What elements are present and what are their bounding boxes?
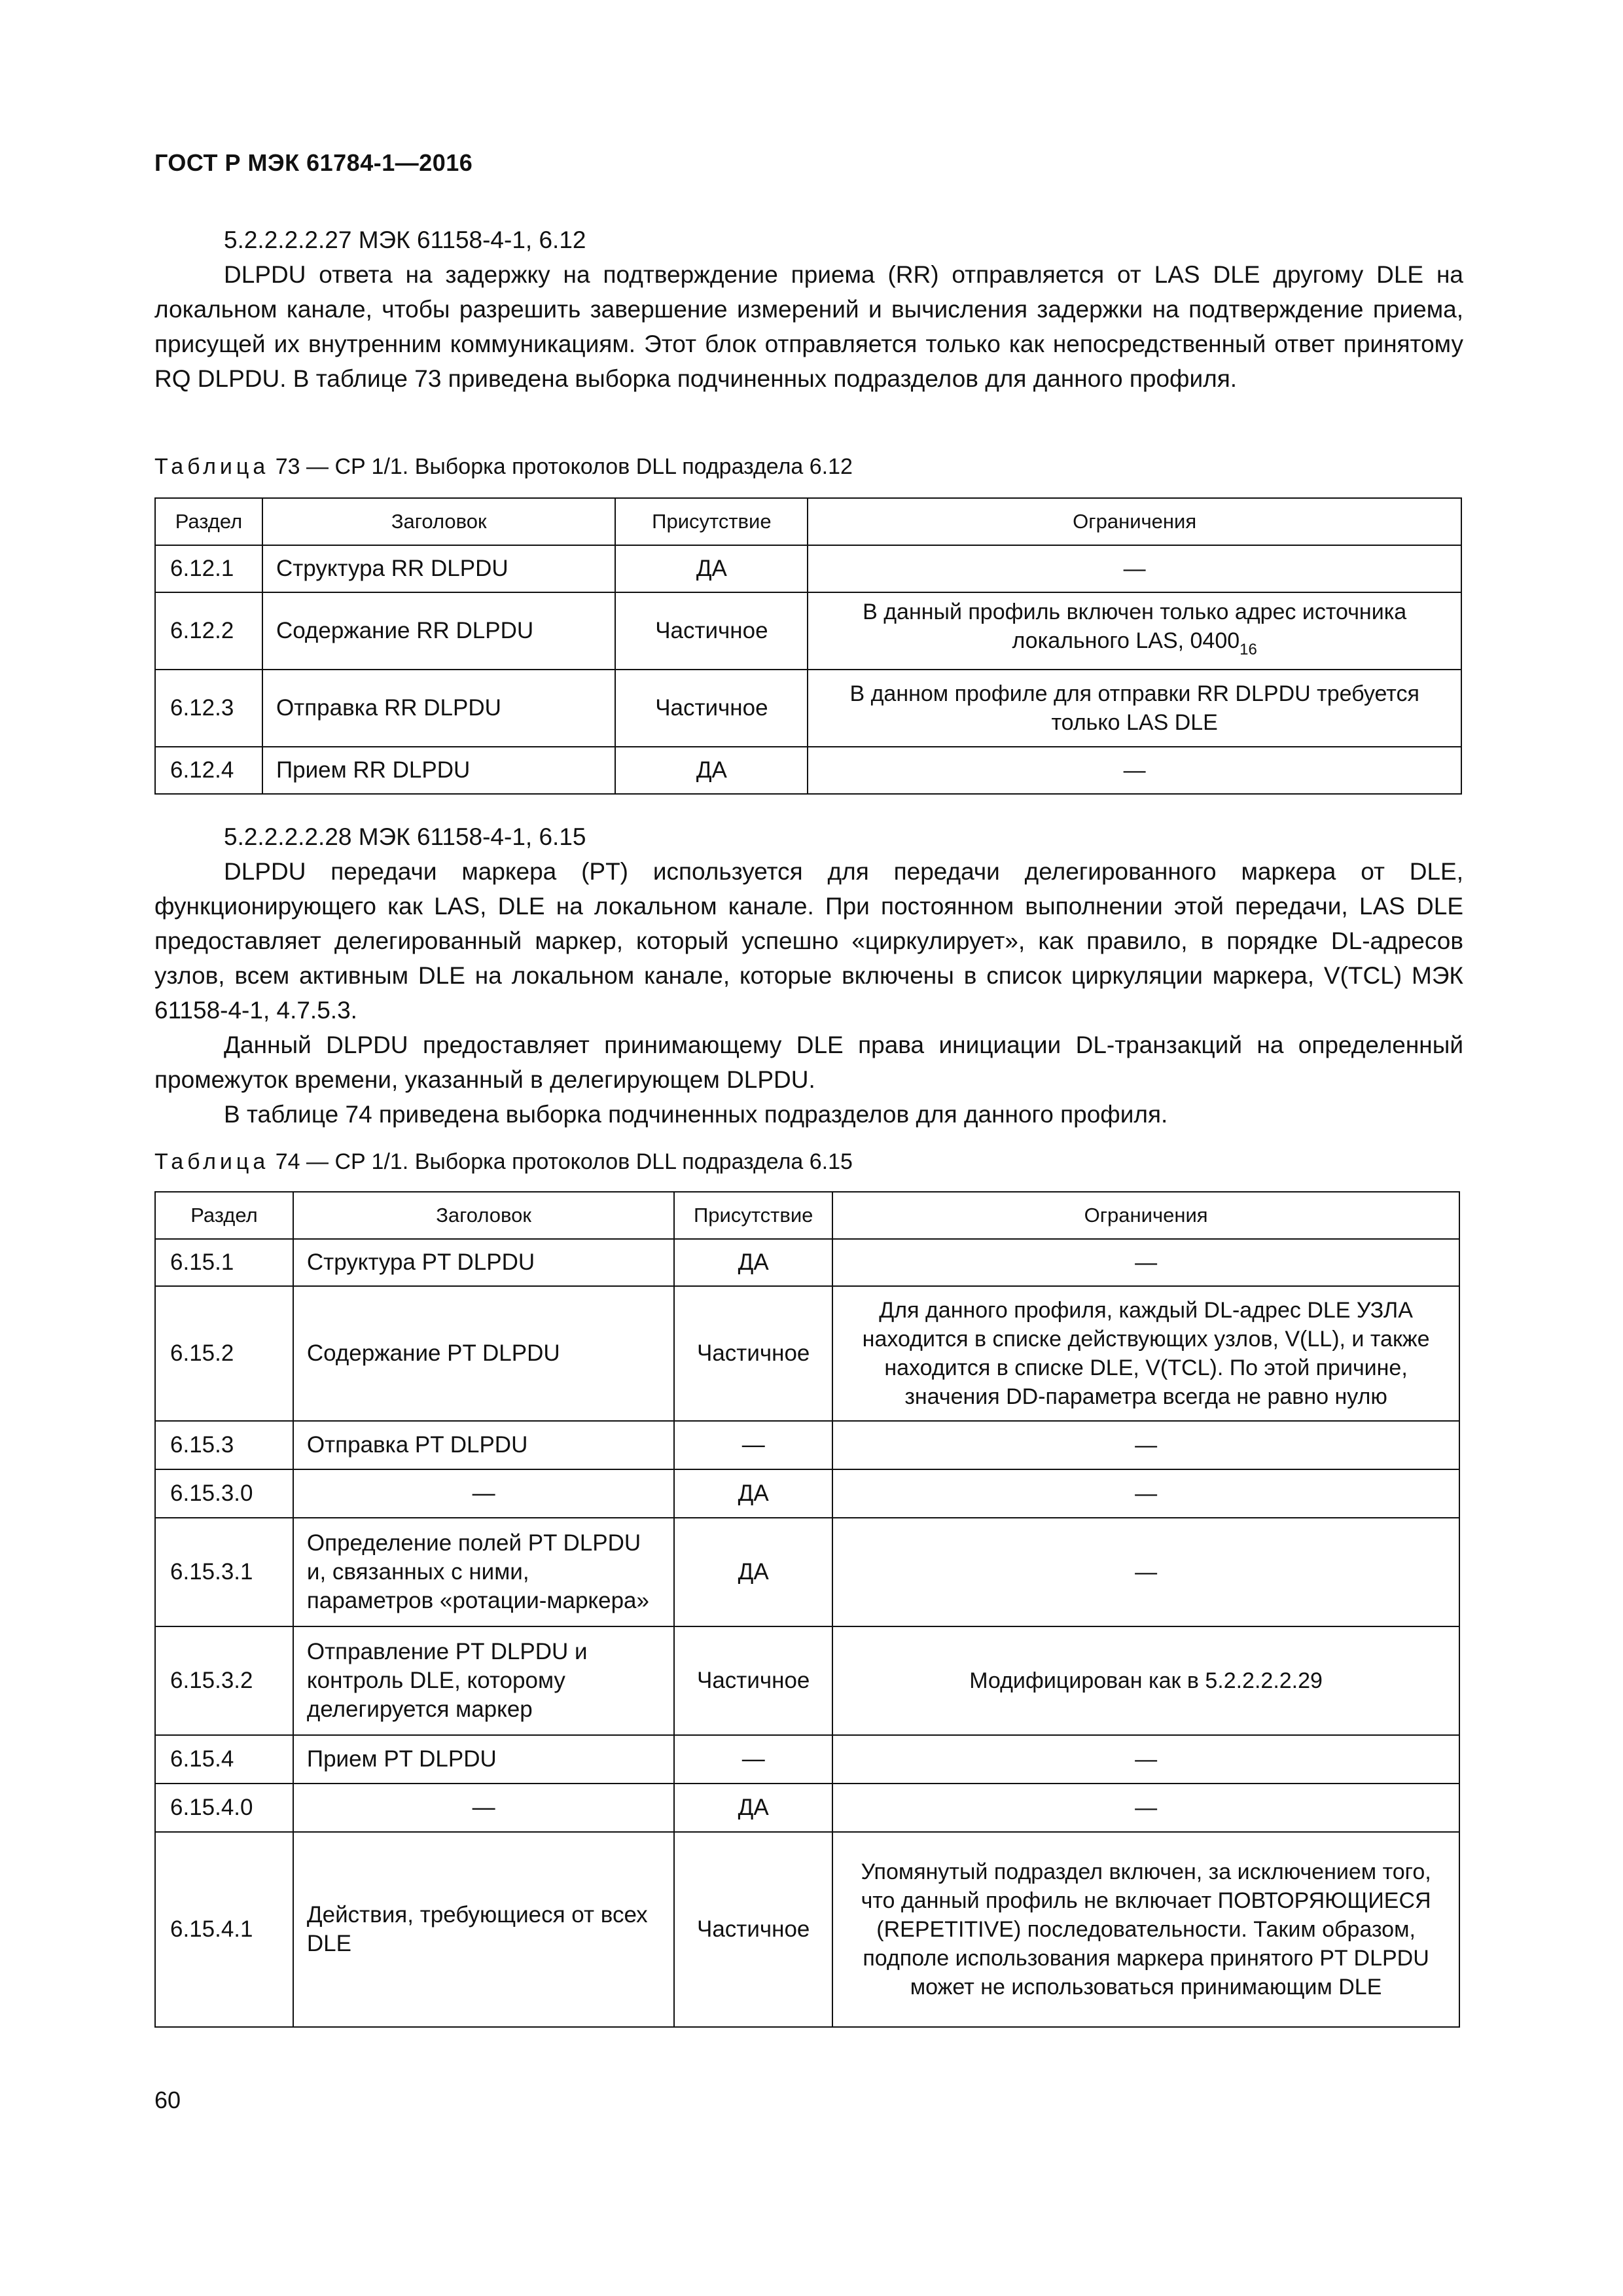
cell-section: 6.15.3.2: [155, 1626, 293, 1735]
caption-word: Таблица: [154, 454, 270, 479]
cell-title: Отправление PT DLPDU и контроль DLE, которому делегируется маркер: [293, 1626, 674, 1735]
cell-section: 6.15.1: [155, 1239, 293, 1286]
cell-limits: —: [832, 1518, 1459, 1626]
cell-presence: Частичное: [615, 670, 808, 747]
cell-section: 6.12.1: [155, 545, 262, 592]
cell-section: 6.15.3.1: [155, 1518, 293, 1626]
cell-limits: —: [832, 1735, 1459, 1784]
cell-section: 6.15.4.1: [155, 1832, 293, 2027]
cell-title: Прием PT DLPDU: [293, 1735, 674, 1784]
column-header: Заголовок: [293, 1192, 674, 1239]
table74-caption: [154, 1149, 853, 1175]
page-number: 60: [154, 2087, 181, 2113]
table-row: [155, 1518, 1459, 1626]
cell-title: Отправка PT DLPDU: [293, 1421, 674, 1469]
table-row: [155, 1735, 1459, 1784]
cell-title: Прием RR DLPDU: [262, 747, 616, 794]
section-28: [154, 819, 1463, 1132]
table-row: [155, 1784, 1459, 1832]
cell-limits: Модифицирован как в 5.2.2.2.2.29: [832, 1626, 1459, 1735]
table-row: [155, 545, 1461, 592]
cell-title: Содержание PT DLPDU: [293, 1286, 674, 1421]
caption-text: 73 — CP 1/1. Выборка протоколов DLL подраздела 6.12: [269, 454, 853, 479]
column-header: Раздел: [155, 498, 262, 545]
cell-limits: —: [808, 747, 1461, 794]
cell-title: Структура PT DLPDU: [293, 1239, 674, 1286]
cell-presence: Частичное: [674, 1626, 832, 1735]
cell-presence: —: [674, 1735, 832, 1784]
cell-section: 6.15.4.0: [155, 1784, 293, 1832]
cell-presence: —: [674, 1421, 832, 1469]
cell-title: Содержание RR DLPDU: [262, 592, 616, 670]
cell-title: Определение полей PT DLPDU и, связанных с ними, параметров «ротации-маркера»: [293, 1518, 674, 1626]
hex-subscript: 16: [1240, 641, 1257, 658]
cell-limits: В данном профиле для отправки RR DLPDU требуется только LAS DLE: [808, 670, 1461, 747]
paragraph: В таблице 74 приведена выборка подчиненных подразделов для данного профиля.: [224, 1101, 1168, 1128]
cell-section: 6.12.3: [155, 670, 262, 747]
cell-section: 6.15.3.0: [155, 1469, 293, 1518]
cell-presence: Частичное: [674, 1832, 832, 2027]
document-header: ГОСТ Р МЭК 61784-1—2016: [154, 149, 473, 176]
cell-presence: ДА: [615, 545, 808, 592]
cell-presence: ДА: [615, 747, 808, 794]
section-27: [154, 223, 1463, 396]
table-row: [155, 670, 1461, 747]
paragraph: DLPDU ответа на задержку на подтверждение приема (RR) отправляется от LAS DLE другому DLE на локальном канале, чтобы разрешить завершение измерений и вычисления задержки на подтверждение приема, присущей их внутренним коммуникациям. Этот блок отправляется только как непосредственный ответ принятому RQ DLPDU. В таблице 73 приведена выборка подчиненных подразделов для данного профиля.: [154, 261, 1463, 392]
cell-limits: Упомянутый подраздел включен, за исключением того, что данный профиль не включает ПОВТОРЯЮЩИЕСЯ (REPETITIVE) последовательности. Таким образом, подполе использования маркера принятого PT DLPDU может не использоваться принимающим DLE: [832, 1832, 1459, 2027]
caption-word: Таблица: [154, 1149, 270, 1174]
cell-section: 6.12.2: [155, 592, 262, 670]
cell-presence: Частичное: [674, 1286, 832, 1421]
column-header: Ограничения: [832, 1192, 1459, 1239]
cell-presence: ДА: [674, 1784, 832, 1832]
paragraph: Данный DLPDU предоставляет принимающему DLE права инициации DL-транзакций на определенный промежуток времени, указанный в делегирующем DLPDU.: [154, 1031, 1463, 1093]
cell-presence: ДА: [674, 1239, 832, 1286]
table-row: [155, 592, 1461, 670]
paragraph: DLPDU передачи маркера (PT) используется для передачи делегированного маркера от DLE, функционирующего как LAS, DLE на локальном канале. При постоянном выполнении этой передачи, LAS DLE предоставляет делегированный маркер, который успешно «циркулирует», как правило, в порядке DL-адресов узлов, всем активным DLE на локальном канале, которые включены в список циркуляции маркера, V(TCL) МЭК 61158-4-1, 4.7.5.3.: [154, 858, 1463, 1024]
table-row: [155, 747, 1461, 794]
table-row: [155, 1421, 1459, 1469]
cell-limits: —: [832, 1421, 1459, 1469]
caption-text: 74 — CP 1/1. Выборка протоколов DLL подраздела 6.15: [269, 1149, 853, 1174]
table-74: [154, 1191, 1460, 2028]
table-row: [155, 1626, 1459, 1735]
column-header: Присутствие: [674, 1192, 832, 1239]
cell-limits: —: [832, 1469, 1459, 1518]
cell-limits: [808, 592, 1461, 670]
table-row: [155, 1832, 1459, 2027]
cell-section: 6.15.2: [155, 1286, 293, 1421]
limits-text: В данный профиль включен только адрес источника локального LAS, 0400: [863, 600, 1407, 653]
column-header: Заголовок: [262, 498, 616, 545]
cell-presence: Частичное: [615, 592, 808, 670]
table-73: [154, 497, 1462, 795]
cell-presence: ДА: [674, 1469, 832, 1518]
cell-title: —: [293, 1469, 674, 1518]
cell-limits: —: [832, 1239, 1459, 1286]
table-row: [155, 1469, 1459, 1518]
table-header-row: [155, 1192, 1459, 1239]
cell-title: Отправка RR DLPDU: [262, 670, 616, 747]
cell-section: 6.15.3: [155, 1421, 293, 1469]
cell-title: Структура RR DLPDU: [262, 545, 616, 592]
table73-caption: [154, 454, 853, 480]
table-row: [155, 1239, 1459, 1286]
cell-title: Действия, требующиеся от всех DLE: [293, 1832, 674, 2027]
section-number: 5.2.2.2.2.28 МЭК 61158-4-1, 6.15: [224, 823, 586, 850]
cell-limits: —: [808, 545, 1461, 592]
cell-section: 6.15.4: [155, 1735, 293, 1784]
cell-presence: ДА: [674, 1518, 832, 1626]
column-header: Раздел: [155, 1192, 293, 1239]
section-number: 5.2.2.2.2.27 МЭК 61158-4-1, 6.12: [224, 226, 586, 253]
cell-section: 6.12.4: [155, 747, 262, 794]
column-header: Присутствие: [615, 498, 808, 545]
cell-limits: —: [832, 1784, 1459, 1832]
cell-title: —: [293, 1784, 674, 1832]
column-header: Ограничения: [808, 498, 1461, 545]
cell-limits: Для данного профиля, каждый DL-адрес DLE УЗЛА находится в списке действующих узлов, V(LL), и также находится в списке DLE, V(TCL). По этой причине, значения DD-параметра всегда не равно нулю: [832, 1286, 1459, 1421]
table-row: [155, 1286, 1459, 1421]
table-header-row: [155, 498, 1461, 545]
